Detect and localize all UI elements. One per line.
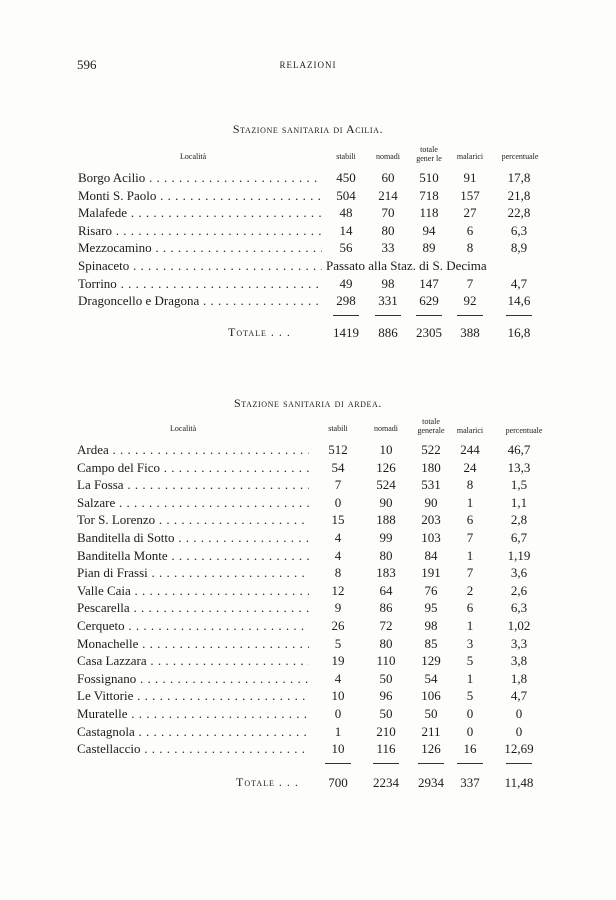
table-row [0, 741, 616, 759]
row-totale: 129 [421, 653, 441, 669]
row-stabili: 8 [334, 565, 342, 581]
row-stabili: 298 [336, 293, 356, 309]
row-nomadi: 86 [379, 600, 393, 616]
total-totale: 2305 [416, 324, 442, 340]
row-nomadi: 50 [379, 670, 393, 686]
row-percentuale: 2,6 [510, 582, 528, 598]
row-stabili: 450 [336, 170, 356, 185]
row-nomadi: 80 [379, 547, 393, 563]
row-malarici: 2 [466, 582, 474, 598]
row-stabili: 5 [334, 635, 342, 651]
row-malarici: 27 [463, 205, 477, 221]
row-totale: 54 [424, 670, 438, 686]
row-percentuale: 6,3 [510, 222, 528, 238]
col-totale-line1: totale [422, 417, 440, 426]
row-totale: 118 [419, 205, 439, 221]
row-totale: 718 [419, 187, 439, 203]
row-totale: 629 [419, 293, 439, 309]
col-malarici: malarici [456, 152, 484, 161]
row-totale: 84 [424, 547, 438, 563]
row-localita: Salzare . . . [77, 495, 309, 511]
row-localita: Cerqueto . . . [77, 618, 309, 634]
total-malarici: 388 [460, 324, 480, 340]
row-stabili: 14 [339, 222, 353, 238]
row-malarici: 5 [466, 653, 474, 669]
row-totale: 510 [419, 170, 439, 185]
row-localita: Valle Caia . . . [77, 583, 309, 599]
row-percentuale: 3,6 [510, 565, 528, 581]
row-nomadi: 10 [379, 442, 393, 457]
row-localita: Le Vittorie . . . [77, 688, 309, 704]
total-row [0, 325, 616, 345]
col-totale-line1: totale [420, 145, 438, 154]
row-nomadi: 60 [381, 170, 395, 185]
total-nomadi: 886 [378, 324, 398, 340]
total-nomadi: 2234 [373, 774, 399, 790]
table-row [0, 583, 616, 601]
row-totale: 531 [421, 477, 441, 493]
row-totale: 522 [421, 442, 441, 457]
table-row [0, 724, 616, 742]
row-nomadi: 90 [379, 494, 393, 510]
row-localita: Pescarella . . . [77, 600, 309, 616]
row-percentuale: 1,19 [507, 547, 531, 563]
table-row [0, 442, 616, 460]
row-percentuale: 4,7 [510, 275, 528, 291]
table-row [0, 276, 616, 294]
table-row [0, 477, 616, 495]
col-nomadi: nomadi [374, 424, 398, 433]
row-stabili: 504 [336, 187, 356, 203]
row-nomadi: 80 [381, 222, 395, 238]
row-malarici: 6 [466, 222, 474, 238]
row-localita: Banditella di Sotto . . . [77, 530, 309, 546]
row-stabili: 9 [334, 600, 342, 616]
row-nomadi: 524 [376, 477, 396, 493]
table-row [0, 530, 616, 548]
row-malarici: 1 [466, 547, 474, 563]
page-number: 596 [77, 57, 97, 72]
row-nomadi: 126 [376, 459, 396, 475]
rule [325, 763, 351, 764]
row-totale: 94 [422, 222, 436, 238]
row-malarici: 0 [466, 723, 474, 739]
total-label: Totale . . . [228, 324, 291, 339]
row-percentuale: 22,8 [507, 205, 531, 221]
row-malarici: 6 [466, 600, 474, 616]
rule [373, 763, 399, 764]
row-nomadi: 80 [379, 635, 393, 651]
row-stabili: 4 [334, 670, 342, 686]
row-localita: Monachelle . . . [77, 636, 309, 652]
table-row [0, 170, 616, 188]
row-malarici: 91 [463, 170, 477, 185]
row-malarici: 24 [463, 459, 477, 475]
table-row [0, 188, 616, 206]
row-stabili: 0 [334, 705, 342, 721]
row-percentuale: 13,3 [507, 459, 531, 475]
row-malarici: 5 [466, 688, 474, 704]
table-row [0, 223, 616, 241]
table-row [0, 688, 616, 706]
row-malarici: 1 [466, 670, 474, 686]
total-row [0, 775, 616, 795]
row-totale: 95 [424, 600, 438, 616]
row-totale: 126 [421, 741, 441, 757]
total-totale: 2934 [418, 774, 444, 790]
rule [506, 763, 532, 764]
row-percentuale: 12,69 [504, 741, 534, 757]
row-malarici: 244 [460, 442, 480, 457]
row-nomadi: 33 [381, 240, 395, 256]
row-stabili: 49 [339, 275, 353, 291]
rule [457, 315, 483, 316]
col-stabili: stabili [336, 152, 356, 161]
row-localita: Casa Lazzara . . . [77, 653, 309, 669]
row-localita: Spinaceto . . . [78, 258, 322, 274]
col-malarici: malarici [456, 426, 484, 435]
total-label: Totale . . . [236, 774, 299, 789]
row-malarici: 6 [466, 512, 474, 528]
col-localita: Località [170, 424, 197, 433]
total-rules [0, 759, 616, 769]
table-row [0, 293, 616, 311]
row-malarici: 7 [466, 565, 474, 581]
row-localita: Monti S. Paolo . . . [78, 188, 322, 204]
col-stabili: stabili [328, 424, 348, 433]
row-localita: Tor S. Lorenzo . . . [77, 512, 309, 528]
row-stabili: 0 [334, 494, 342, 510]
row-percentuale: 17,8 [507, 170, 531, 185]
row-localita: Mezzocamino . . . [78, 240, 322, 256]
row-nomadi: 70 [381, 205, 395, 221]
row-stabili: 48 [339, 205, 353, 221]
col-totale-line2: generale [417, 426, 445, 435]
row-percentuale: 14,6 [507, 293, 531, 309]
col-nomadi: nomadi [376, 152, 400, 161]
row-localita: Torrino . . . [78, 276, 322, 292]
table-acilia [0, 140, 616, 345]
rule [457, 763, 483, 764]
row-totale: 203 [421, 512, 441, 528]
total-percentuale: 11,48 [504, 774, 534, 790]
col-totale-line2: gener le [416, 154, 442, 163]
row-percentuale: 3,3 [510, 635, 528, 651]
table-header [0, 140, 616, 170]
row-nomadi: 188 [376, 512, 396, 528]
section-title-acilia: Stazione sanitaria di Acilia. [232, 122, 384, 136]
row-malarici: 1 [466, 617, 474, 633]
row-malarici: 8 [466, 477, 474, 493]
table-row [0, 618, 616, 636]
row-nomadi: 210 [376, 723, 396, 739]
row-stabili: 19 [331, 653, 345, 669]
row-localita: Pian di Frassi . . . [77, 565, 309, 581]
table-row [0, 671, 616, 689]
table-row [0, 205, 616, 223]
row-stabili: 1 [334, 723, 342, 739]
rule [333, 315, 359, 316]
row-stabili: 26 [331, 617, 345, 633]
row-totale: 90 [424, 494, 438, 510]
row-localita: Muratelle . . . [77, 706, 309, 722]
rule [375, 315, 401, 316]
rule [506, 315, 532, 316]
table-row [0, 258, 616, 276]
row-stabili: 4 [334, 529, 342, 545]
row-totale: 103 [421, 529, 441, 545]
row-totale: 85 [424, 635, 438, 651]
row-stabili: 4 [334, 547, 342, 563]
row-malarici: 16 [463, 741, 477, 757]
row-percentuale: 2,8 [510, 512, 528, 528]
row-totale: 76 [424, 582, 438, 598]
row-totale: 98 [424, 617, 438, 633]
row-nomadi: 116 [376, 741, 396, 757]
row-localita: Castagnola . . . [77, 724, 309, 740]
row-totale: 89 [422, 240, 436, 256]
row-stabili: 56 [339, 240, 353, 256]
section-title-ardea: Stazione sanitaria di ardea. [234, 396, 382, 410]
row-nomadi: 331 [378, 293, 398, 309]
row-totale: 50 [424, 705, 438, 721]
row-percentuale: 0 [515, 723, 523, 739]
row-stabili: 7 [334, 477, 342, 493]
row-stabili: 512 [328, 442, 348, 457]
row-nomadi: 214 [378, 187, 398, 203]
row-malarici: 7 [466, 275, 474, 291]
total-malarici: 337 [460, 774, 480, 790]
row-percentuale: 1,5 [510, 477, 528, 493]
table-row [0, 706, 616, 724]
row-nomadi: 98 [381, 275, 395, 291]
row-nomadi: 99 [379, 529, 393, 545]
col-percentuale: percentuale [501, 152, 539, 161]
row-nomadi: 110 [376, 653, 396, 669]
rule [416, 315, 442, 316]
row-localita: Malafede . . . [78, 205, 322, 221]
table-row [0, 548, 616, 566]
row-nomadi: 96 [379, 688, 393, 704]
table-body [0, 442, 616, 759]
row-totale: 147 [419, 275, 439, 291]
row-nomadi: 72 [379, 617, 393, 633]
table-row [0, 653, 616, 671]
table-body [0, 170, 616, 311]
row-localita: Risaro . . . [78, 223, 322, 239]
row-percentuale: 3,8 [510, 653, 528, 669]
row-percentuale: 46,7 [507, 442, 531, 457]
row-nomadi: 183 [376, 565, 396, 581]
row-percentuale: 1,1 [510, 494, 528, 510]
row-totale: 211 [421, 723, 441, 739]
row-percentuale: 8,9 [510, 240, 528, 256]
row-localita: Dragoncello e Dragona . . . [78, 293, 322, 309]
row-stabili: 10 [331, 688, 345, 704]
row-malarici: 92 [463, 293, 477, 309]
row-malarici: 8 [466, 240, 474, 256]
row-stabili: 15 [331, 512, 345, 528]
row-totale: 180 [421, 459, 441, 475]
row-malarici: 1 [466, 494, 474, 510]
row-percentuale: 1,8 [510, 670, 528, 686]
row-percentuale: 4,7 [510, 688, 528, 704]
row-percentuale: 21,8 [507, 187, 531, 203]
row-localita: Campo del Fico . . . [77, 460, 309, 476]
total-rules [0, 311, 616, 321]
table-ardea [0, 412, 616, 795]
row-localita: La Fossa . . . [77, 477, 309, 493]
row-note: Passato alla Staz. di S. Decima [326, 257, 487, 273]
running-head: RELAZIONI [279, 60, 337, 70]
row-percentuale: 0 [515, 705, 523, 721]
col-percentuale: percentuale [505, 426, 543, 435]
row-malarici: 0 [466, 705, 474, 721]
table-row [0, 600, 616, 618]
col-localita: Località [180, 152, 207, 161]
row-malarici: 157 [460, 187, 480, 203]
row-localita: Banditella Monte . . . [77, 548, 309, 564]
row-percentuale: 6,3 [510, 600, 528, 616]
row-nomadi: 50 [379, 705, 393, 721]
table-row [0, 565, 616, 583]
total-percentuale: 16,8 [507, 324, 531, 340]
row-totale: 106 [421, 688, 441, 704]
rule [418, 763, 444, 764]
row-totale: 191 [421, 565, 441, 581]
row-malarici: 3 [466, 635, 474, 651]
row-stabili: 12 [331, 582, 345, 598]
row-stabili: 10 [331, 741, 345, 757]
row-localita: Ardea . . . [77, 442, 309, 458]
table-header [0, 412, 616, 442]
row-nomadi: 64 [379, 582, 393, 598]
row-localita: Fossignano . . . [77, 671, 309, 687]
table-row [0, 636, 616, 654]
row-malarici: 7 [466, 529, 474, 545]
row-localita: Borgo Acilio . . . [78, 170, 322, 186]
row-percentuale: 6,7 [510, 529, 528, 545]
table-row [0, 240, 616, 258]
table-row [0, 512, 616, 530]
table-row [0, 460, 616, 478]
row-percentuale: 1,02 [507, 617, 531, 633]
total-stabili: 700 [328, 774, 348, 790]
table-row [0, 495, 616, 513]
total-stabili: 1419 [333, 324, 359, 340]
row-localita: Castellaccio . . . [77, 741, 309, 757]
row-stabili: 54 [331, 459, 345, 475]
